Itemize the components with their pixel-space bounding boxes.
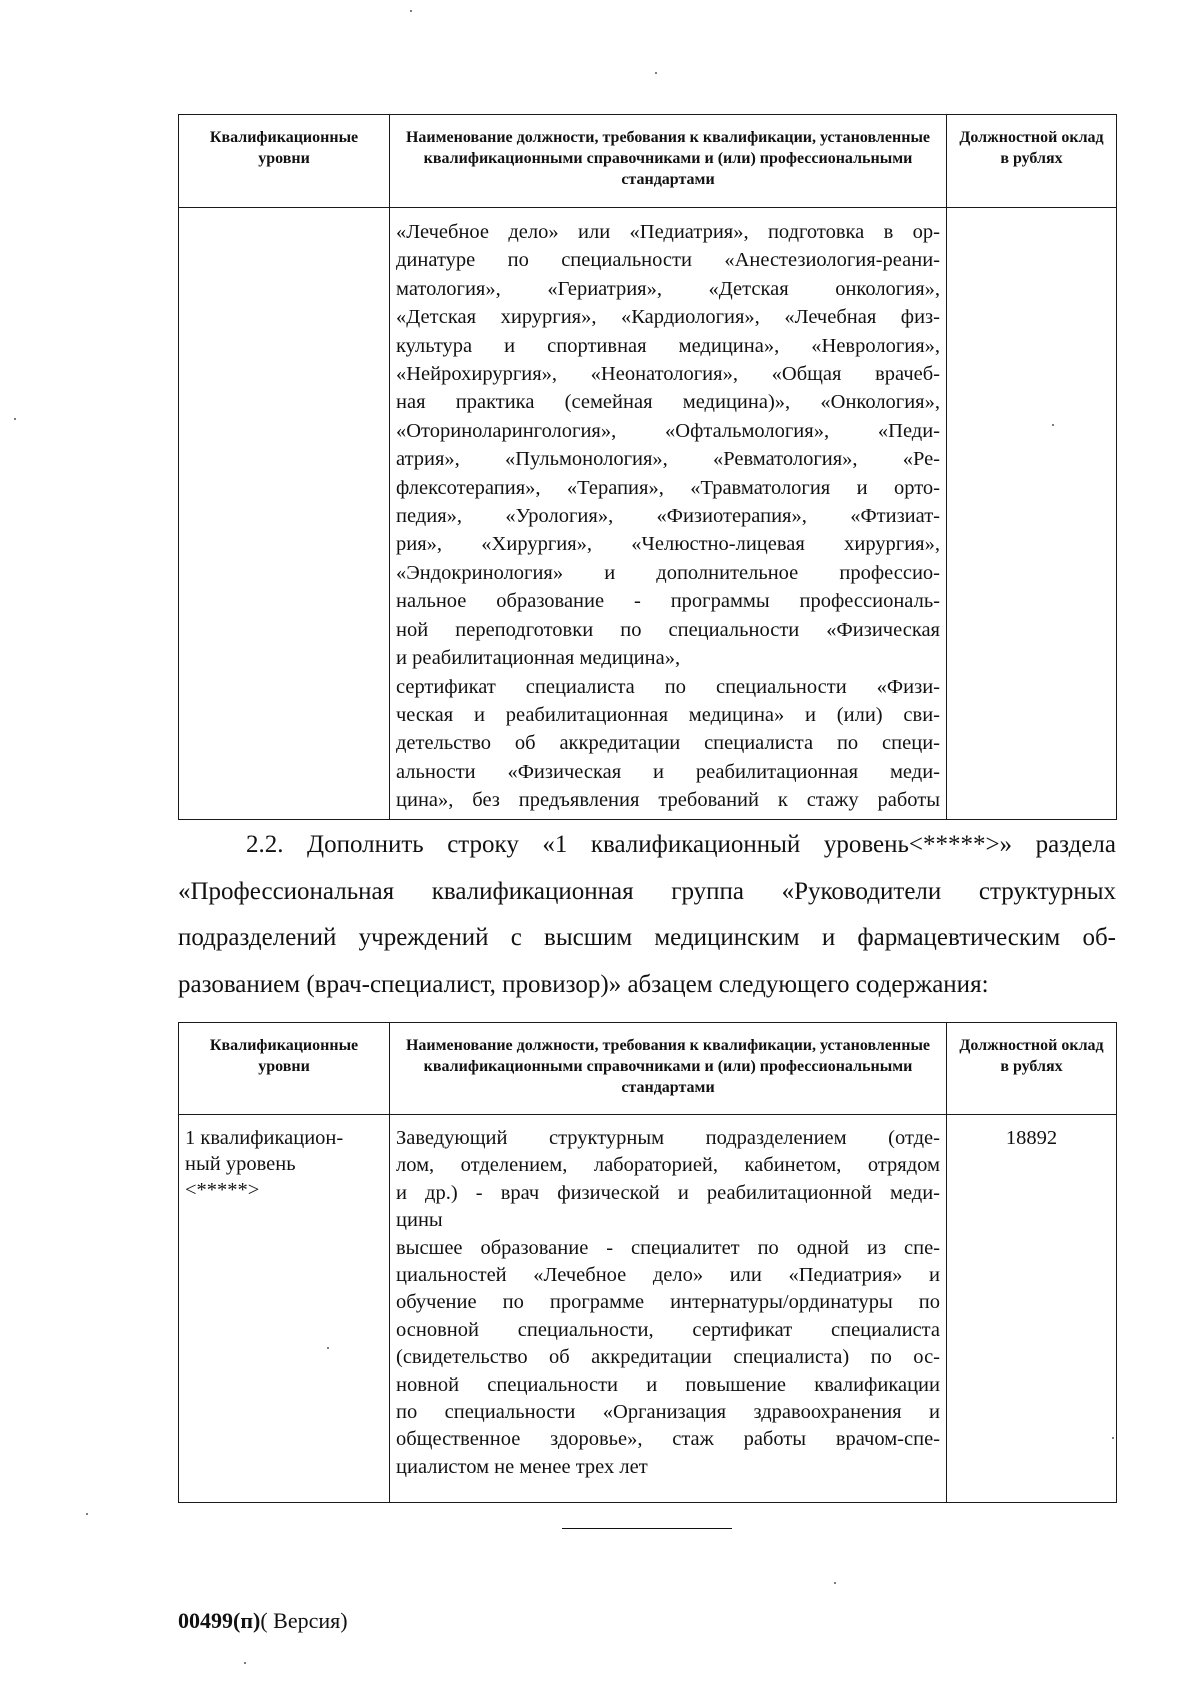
text-line: матология», «Гериатрия», «Детская онкология», [396,277,940,300]
text-line: «Лечебное дело» или «Педиатрия», подготовка в ор- [396,221,940,243]
header-salary: Должностной оклад в рублях [947,1023,1117,1115]
scan-speck [327,1347,329,1349]
salary-cell [947,208,1117,820]
header-position-requirements: Наименование должности, требования к квалификации, установленные квалификационными справочниками и (или) профессиональными стандартами [390,115,947,208]
level-line: 1 квалификацион- [185,1127,344,1149]
text-line: ческая и реабилитационная медицина» и (или) сви- [396,703,940,726]
scan-speck [1112,1437,1114,1439]
requirements-cell [390,208,947,820]
header-salary: Должностной оклад в рублях [947,115,1117,208]
text-line: атрия», «Пульмонология», «Ревматология», «Ре- [396,448,940,471]
text-line: Заведующий структурным подразделением (отде- [396,1127,940,1149]
level-cell [179,208,390,820]
text-line: циальностей «Лечебное дело» или «Педиатрия» и [396,1264,940,1287]
text-line: культура и спортивная медицина», «Неврология», [396,334,940,357]
text-line: новной специальности и повышение квалификации [396,1373,940,1396]
text-line: общественное здоровье», стаж работы врачом-спе- [396,1428,940,1451]
document-version: ( Версия) [260,1608,348,1633]
scan-speck [655,72,657,74]
scan-speck [14,418,16,420]
header-qualification-levels: Квалификационные уровни [179,1023,390,1115]
header-qualification-levels: Квалификационные уровни [179,115,390,208]
scan-speck [1052,424,1054,426]
table-header-row [179,1023,1117,1115]
text-line: нальное образование - программы профессиональ- [396,590,940,613]
text-line: цина», без предъявления требований к стажу работы [396,789,940,812]
table-header-row [179,115,1117,208]
document-footer [178,1608,348,1634]
level-line: ный уровень [185,1153,296,1175]
table-row [179,1115,1117,1503]
paragraph-line: подразделений учреждений с высшим медицинским и фармацевтическим об- [178,924,1116,951]
text-line: лом, отделением, лабораторией, кабинетом, отрядом [396,1154,940,1177]
amendment-paragraph [178,822,1116,1008]
closing-rule [562,1528,732,1529]
text-line: флексотерапия», «Терапия», «Травматология и орто- [396,476,940,499]
text-line: ной переподготовки по специальности «Физическая [396,618,940,641]
paragraph-line: разованием (врач-специалист, провизор)» абзацем следующего содержания: [178,970,989,998]
text-line: и реабилитационная медицина», [396,647,681,670]
document-code: 00499(п) [178,1608,261,1633]
header-position-requirements: Наименование должности, требования к квалификации, установленные квалификационными справочниками и (или) профессиональными стандартами [390,1023,947,1115]
text-line: «Оториноларингология», «Офтальмология», «Педи- [396,419,940,442]
text-line: альности «Физическая и реабилитационная меди- [396,760,940,783]
text-line: и др.) - врач физической и реабилитационной меди- [396,1181,940,1204]
scan-speck [834,1582,836,1584]
text-line: «Нейрохирургия», «Неонатология», «Общая врачеб- [396,363,940,386]
scan-speck [410,10,412,12]
text-line: педия», «Урология», «Физиотерапия», «Фтизиат- [396,505,940,528]
level-cell [179,1115,390,1503]
text-line: основной специальности, сертификат специалиста [396,1318,940,1341]
text-line: обучение по программе интернатуры/ординатуры по [396,1291,940,1314]
qualification-table-1 [178,114,1117,820]
scan-speck [244,1662,246,1664]
text-line: рия», «Хирургия», «Челюстно-лицевая хирургия», [396,533,940,556]
text-line: по специальности «Организация здравоохранения и [396,1401,940,1424]
text-line: «Эндокринология» и дополнительное профессио- [396,561,940,584]
paragraph-line: 2.2. Дополнить строку «1 квалификационный уровень<*****>» раздела [246,831,1116,858]
text-line: сертификат специалиста по специальности «Физи- [396,675,940,698]
text-line: циалистом не менее трех лет [396,1455,648,1478]
scan-speck [86,1513,88,1515]
qualification-table-2 [178,1022,1117,1503]
text-line: (свидетельство об аккредитации специалиста) по ос- [396,1346,940,1369]
requirements-cell [390,1115,947,1503]
text-line: ная практика (семейная медицина)», «Онкология», [396,391,940,414]
level-line: <*****> [185,1179,260,1201]
text-line: динатуре по специальности «Анестезиология-реани- [396,249,940,272]
paragraph-line: «Профессиональная квалификационная группа «Руководители структурных [178,877,1116,905]
text-line: цины [396,1209,443,1232]
salary-cell: 18892 [947,1115,1117,1503]
text-line: высшее образование - специалитет по одной из спе- [396,1236,940,1259]
text-line: «Детская хирургия», «Кардиология», «Лечебная физ- [396,306,940,329]
text-line: детельство об аккредитации специалиста по специ- [396,732,940,755]
table-row [179,208,1117,820]
